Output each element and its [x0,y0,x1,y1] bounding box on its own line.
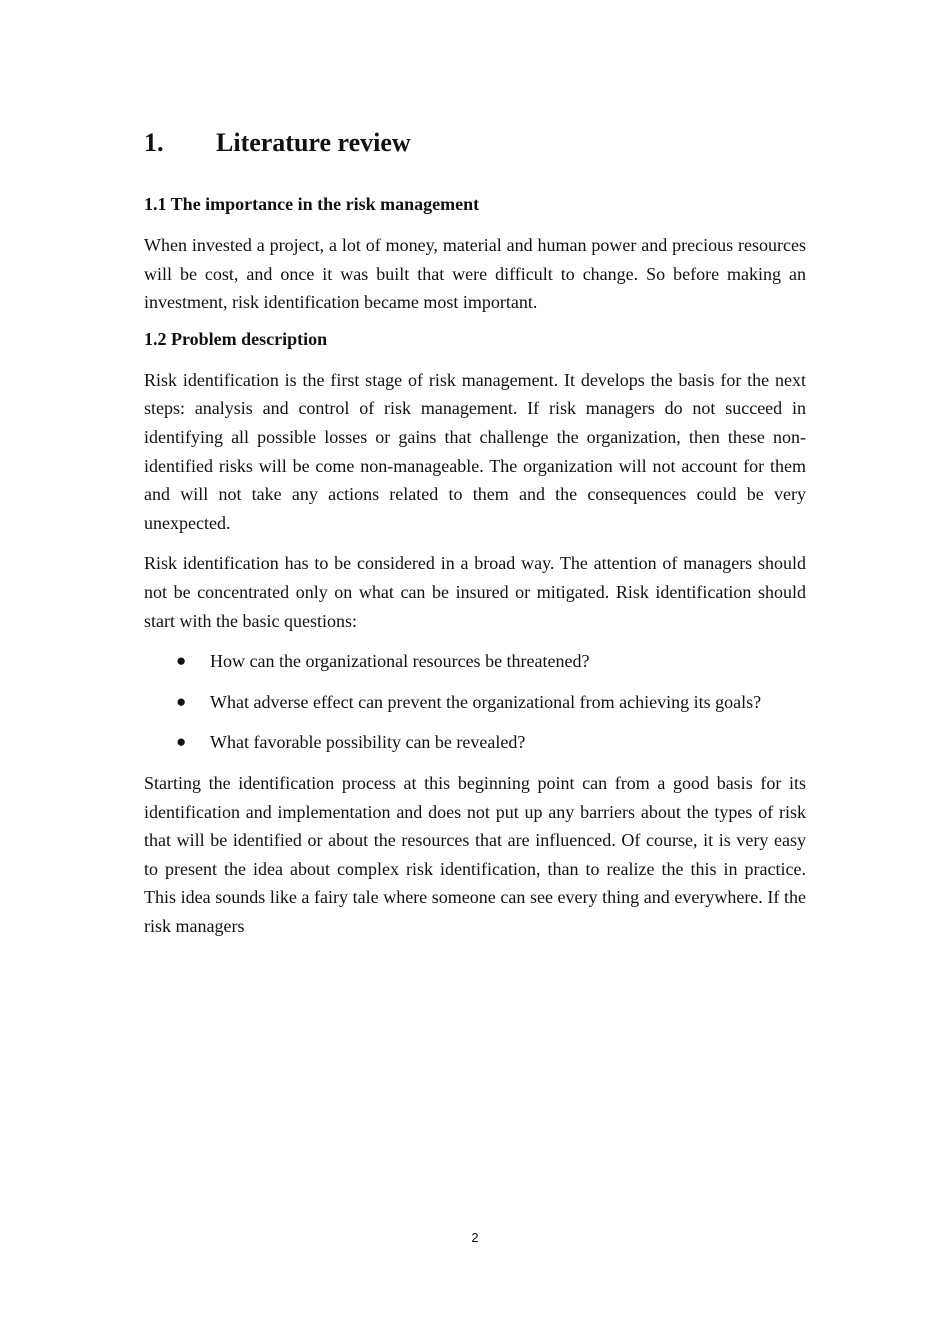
page-number: 2 [471,1230,479,1245]
paragraph-risk-identification-stage: Risk identification is the first stage of risk management. It develops the basis for the next steps: analysis and control of risk management. If risk managers do not succeed in identifying all possible losses or gains that challenge the organization, then these non-identified risks will be come non-manageable. The organization will not account for them and will not take any actions related to them and the consequences could be very unexpected. [144,369,806,533]
chapter-number: 1. [144,128,164,157]
paragraph-broad-way: Risk identification has to be considered in a broad way. The attention of managers should not be concentrated only on what can be insured or mitigated. Risk identification should start with the basic questions: [144,553,806,631]
list-item: ● What adverse effect can prevent the organizational from achieving its goals? [210,688,806,717]
paragraph-starting-identification: Starting the identification process at this beginning point can from a good basis for its identification and implementation and does not put up any barriers about the types of risk that will be identified or about the resources that are influenced. Of course, it is very easy to present the idea about complex risk identification, than to realize the this in practice. This idea sounds like a fairy tale where someone can see every thing and everywhere. If the risk managers [144,772,806,936]
chapter-heading [144,128,806,158]
question-list [144,647,806,757]
section-heading-problem: 1.2 Problem description [144,328,328,349]
paragraph-importance: When invested a project, a lot of money, material and human power and precious resources will be cost, and once it was built that were difficult to change. So before making an investment, risk identification became most important. [144,235,806,313]
list-item: ● What favorable possibility can be revealed? [210,728,806,757]
document-page [144,128,806,952]
section-heading-importance: 1.1 The importance in the risk management [144,194,480,214]
chapter-title: Literature review [216,128,411,157]
list-item: ● How can the organizational resources be threatened? [210,647,806,676]
